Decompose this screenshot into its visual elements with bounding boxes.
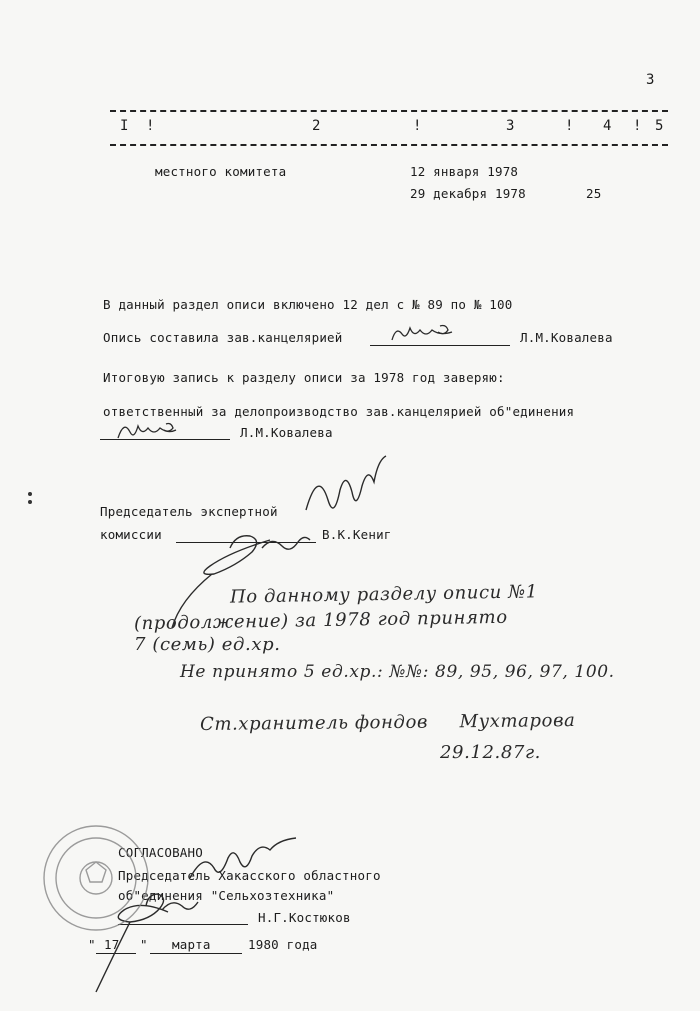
approval-month: марта — [172, 937, 211, 952]
compiled-by-name: Л.М.Ковалева — [520, 330, 613, 345]
handwritten-line: Не принято 5 ед.хр.: №№: 89, 95, 96, 97, 100. — [180, 662, 615, 682]
responsible-line: ответственный за делопроизводство зав.канцелярией об"единения — [103, 404, 575, 419]
responsible-name: Л.М.Ковалева — [240, 425, 333, 440]
archive-inventory-page: 3 I ! 2 ! 3 ! 4 ! 5 местного комитета 12 января 1978 29 декабря 1978 25 В данный раздел описи включено 12 дел с № 89 по № 100 Опись составила зав.канцелярией Л.М.Ковалева Итоговую запись к разделу описи за 1978 год заверяю: ответственный за делопроизводство зав.канцелярией об"единения Л.М.Ковалева Председатель экспертной комиссии В.К.Кениг По данному разделу описи №1 (продолжение) за 1978 год принято 7 (семь) ед.хр. Не принято 5 ед.хр.: №№: 89, 95, 96, 97, 100. Ст.хранитель фондов Мухтарова 29.12.87г. СОГЛАСОВАНО Председатель Хакасского областного об"единения "Сельхозтехника" Н.Г.Костюков " 17 " марта 1980 года — [0, 0, 700, 1011]
column-separator: ! — [565, 118, 574, 134]
column-5-label: 5 — [655, 118, 664, 134]
column-separator: ! — [146, 118, 155, 134]
signature-kenig — [172, 456, 386, 628]
approval-heading: СОГЛАСОВАНО — [118, 845, 203, 860]
commission-label-line2: комиссии — [100, 527, 162, 542]
column-2-label: 2 — [312, 118, 321, 134]
approval-line2: об"единения "Сельхозтехника" — [118, 888, 335, 903]
approval-year: 1980 года — [248, 937, 318, 952]
column-3-label: 3 — [506, 118, 515, 134]
commission-name: В.К.Кениг — [322, 527, 392, 542]
handwritten-line: 29.12.87г. — [440, 742, 541, 763]
certify-line: Итоговую запись к разделу описи за 1978 год заверяю: — [103, 370, 505, 385]
entry-date-start: 12 января 1978 — [410, 164, 519, 179]
column-4-label: 4 — [603, 118, 612, 134]
column-1-label: I — [120, 118, 129, 134]
handwritten-line: (продолжение) за 1978 год принято — [133, 606, 508, 635]
page-number: 3 — [646, 72, 655, 88]
summary-line: В данный раздел описи включено 12 дел с № 89 по № 100 — [103, 297, 513, 312]
column-separator: ! — [413, 118, 422, 134]
handwritten-line: По данному разделу описи №1 — [229, 581, 539, 608]
column-separator: ! — [633, 118, 642, 134]
entry-date-end: 29 декабря 1978 — [410, 186, 526, 201]
approval-day: 17 — [104, 937, 120, 952]
commission-label-line1: Председатель экспертной — [100, 504, 278, 519]
compiled-by-label: Опись составила зав.канцелярией — [103, 330, 343, 345]
approval-name: Н.Г.Костюков — [258, 910, 351, 925]
round-stamp — [44, 826, 148, 930]
handwritten-line: Ст.хранитель фондов Мухтарова — [199, 710, 576, 735]
approval-line1: Председатель Хакасского областного — [118, 868, 381, 883]
signature-kovaleva-1 — [392, 326, 452, 341]
handwritten-line: 7 (семь) ед.хр. — [134, 634, 281, 655]
signature-kostyukov — [96, 838, 296, 992]
entry-sheet-count: 25 — [586, 186, 602, 201]
entry-title: местного комитета — [155, 164, 287, 179]
signature-kovaleva-2 — [118, 424, 176, 439]
